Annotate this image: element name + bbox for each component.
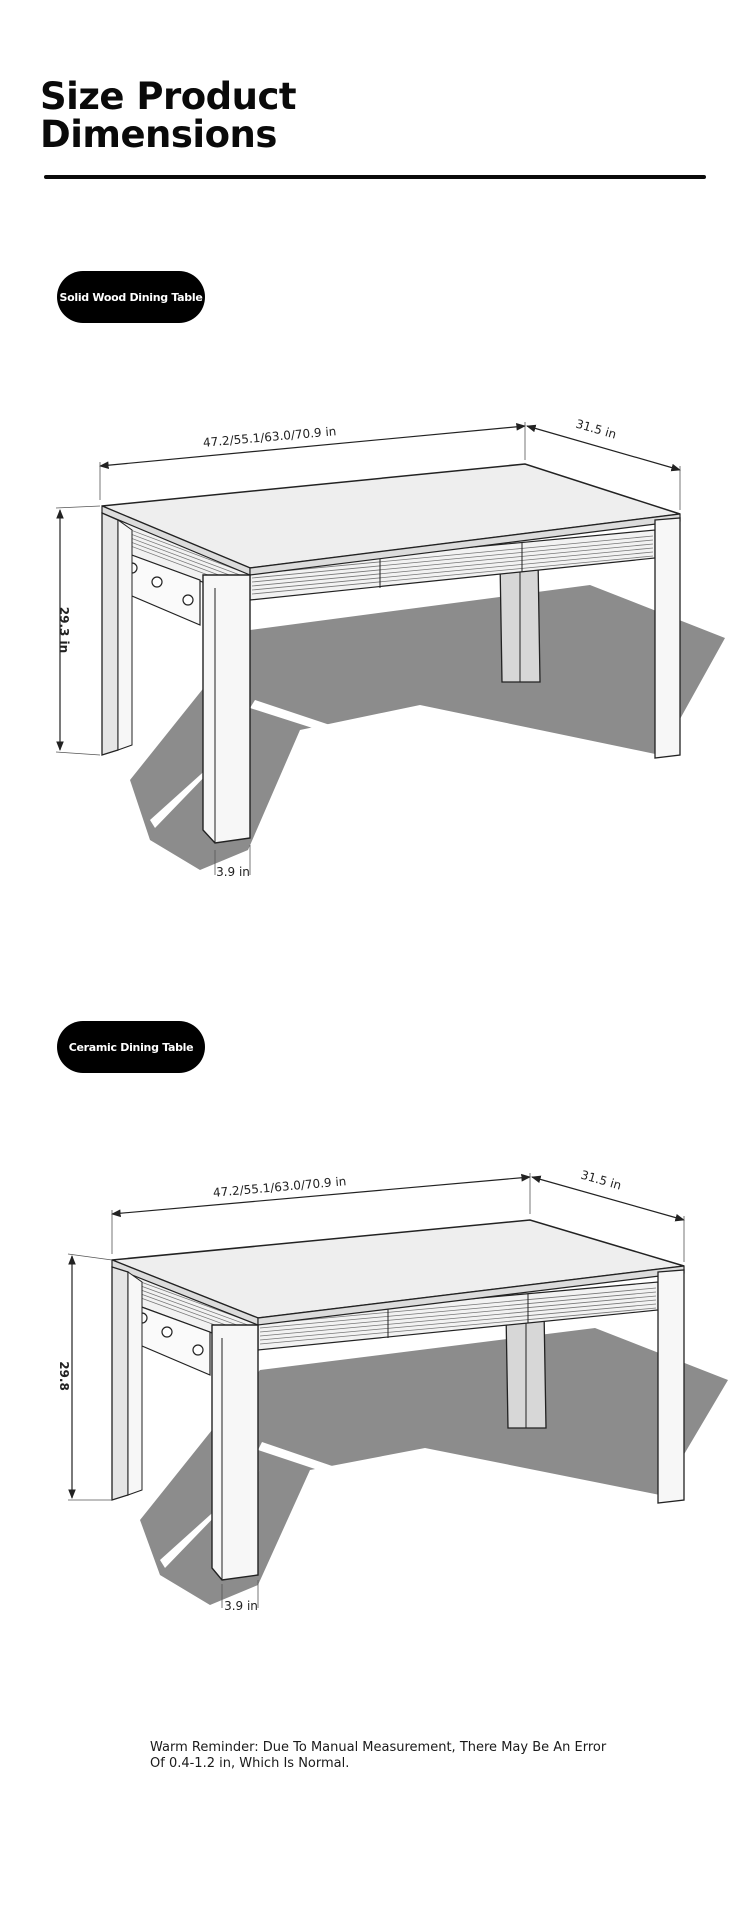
length-label: 47.2/55.1/63.0/70.9 in	[202, 424, 337, 450]
width-label-2: 31.5 in	[579, 1167, 623, 1193]
length-label-2: 47.2/55.1/63.0/70.9 in	[212, 1174, 347, 1200]
ceramic-badge: Ceramic Dining Table	[57, 1021, 205, 1073]
ceramic-table-diagram	[0, 1150, 750, 1620]
leg-width-label-2: 3.9 in	[224, 1599, 258, 1613]
solid-wood-badge: Solid Wood Dining Table	[57, 271, 205, 323]
height-label-2: 29.8	[57, 1361, 71, 1391]
warm-reminder-note	[150, 1740, 610, 1772]
leg-width-label: 3.9 in	[216, 865, 250, 879]
width-label: 31.5 in	[574, 416, 618, 442]
page-title-line-2: Dimensions	[40, 113, 277, 156]
page-title	[40, 75, 297, 156]
leg-front	[203, 575, 250, 843]
solid-wood-table-diagram	[0, 400, 750, 900]
reminder-line-2: Of 0.4-1.2 in, Which Is Normal.	[150, 1756, 350, 1771]
page-title-line-1: Size Product	[40, 75, 297, 118]
height-label: 29.3 in	[57, 606, 71, 654]
leg-left	[102, 513, 118, 755]
title-divider	[44, 175, 706, 179]
leg-right	[655, 518, 680, 758]
reminder-line-1: Warm Reminder: Due To Manual Measurement, There May Be An Error	[150, 1740, 607, 1755]
